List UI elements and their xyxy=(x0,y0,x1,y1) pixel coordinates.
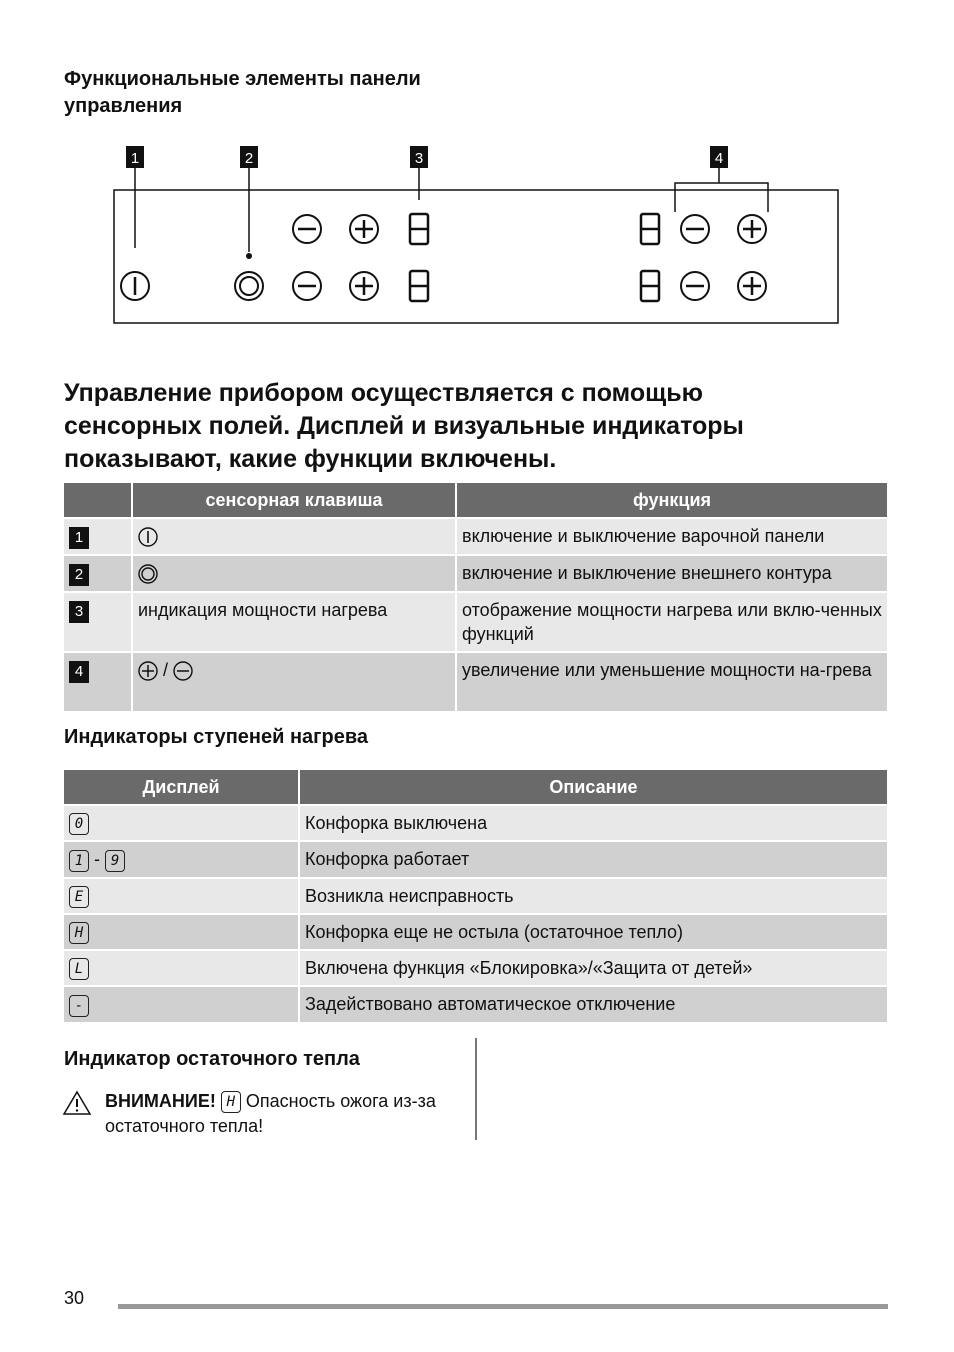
heat-indicators-table xyxy=(62,768,889,1024)
plus-icon xyxy=(350,215,378,243)
display-symbol: L xyxy=(69,958,89,980)
table-row xyxy=(64,593,887,651)
dual-circle-icon xyxy=(138,564,158,584)
table-row xyxy=(64,556,887,591)
svg-text:1: 1 xyxy=(130,150,140,167)
table-row xyxy=(64,879,887,913)
function-cell: увеличение или уменьшение мощности на-грева xyxy=(457,653,887,711)
display-symbol: H xyxy=(221,1091,241,1113)
section-title-controls: Функциональные элементы панели управления xyxy=(64,68,421,117)
plus-icon xyxy=(350,272,378,300)
table-row xyxy=(64,653,887,711)
row-number: 1 xyxy=(69,527,89,549)
plus-icon xyxy=(138,661,158,681)
table-row xyxy=(64,951,887,985)
row-number: 4 xyxy=(69,661,89,683)
function-cell: включение и выключение внешнего контура xyxy=(457,556,887,591)
table-row xyxy=(64,842,887,876)
display-symbol: 1 xyxy=(69,850,89,872)
svg-text:4: 4 xyxy=(714,150,724,167)
description-cell: Задействовано автоматическое отключение xyxy=(300,987,887,1021)
description-cell: Конфорка еще не остыла (остаточное тепло) xyxy=(300,915,887,949)
description-cell: Конфорка выключена xyxy=(300,806,887,840)
warning-label: ВНИМАНИЕ! xyxy=(105,1091,216,1111)
minus-icon xyxy=(173,661,193,681)
range-separator: - xyxy=(94,849,101,870)
display-symbol: 9 xyxy=(105,850,125,872)
column-divider xyxy=(475,1038,477,1140)
table-row xyxy=(64,915,887,949)
plus-icon xyxy=(738,215,766,243)
table-row xyxy=(64,519,887,554)
header-cell: сенсорная клавиша xyxy=(133,483,455,517)
svg-text:3: 3 xyxy=(414,150,424,167)
header-cell xyxy=(64,483,131,517)
display-digit-icon xyxy=(410,271,428,301)
power-key-icon xyxy=(121,272,149,300)
callout-1 xyxy=(126,146,144,248)
warning-message: Опасность ожога из-за остаточного тепла! xyxy=(105,1091,436,1136)
warning-triangle-icon xyxy=(62,1090,92,1116)
header-cell: Дисплей xyxy=(64,770,298,804)
table-row xyxy=(64,806,887,840)
header-cell: Описание xyxy=(300,770,887,804)
row-number: 2 xyxy=(69,564,89,586)
footer-rule xyxy=(118,1304,888,1309)
control-panel-diagram xyxy=(100,140,860,330)
minus-icon xyxy=(681,272,709,300)
header-cell: функция xyxy=(457,483,887,517)
intro-text: Управление прибором осуществляется с помощью сенсорных полей. Дисплей и визуальные индикаторы показывают, какие функции включены. xyxy=(64,379,744,473)
row-number: 3 xyxy=(69,601,89,623)
display-digit-icon xyxy=(641,214,659,244)
display-symbol: E xyxy=(69,886,89,908)
page-number: 30 xyxy=(64,1288,85,1308)
callout-3 xyxy=(410,146,428,200)
touch-keys-table xyxy=(62,481,889,713)
display-digit-icon xyxy=(410,214,428,244)
key-cell: индикация мощности нагрева xyxy=(133,593,455,651)
function-cell: включение и выключение варочной панели xyxy=(457,519,887,554)
section-title-residual-heat: Индикатор остаточного тепла xyxy=(64,1048,360,1070)
table-row xyxy=(64,987,887,1021)
warning-text xyxy=(105,1089,455,1139)
description-cell: Включена функция «Блокировка»/«Защита от детей» xyxy=(300,951,887,985)
power-icon xyxy=(138,527,158,547)
minus-icon xyxy=(293,272,321,300)
display-symbol: 0 xyxy=(69,813,89,835)
callout-2 xyxy=(240,146,258,259)
display-digit-icon xyxy=(641,271,659,301)
description-cell: Возникла неисправность xyxy=(300,879,887,913)
section-title-heat-indicators: Индикаторы ступеней нагрева xyxy=(64,726,369,748)
minus-icon xyxy=(293,215,321,243)
function-cell: отображение мощности нагрева или вклю-ченных функций xyxy=(457,593,887,651)
callout-4 xyxy=(675,146,768,212)
display-symbol: - xyxy=(69,995,89,1017)
minus-icon xyxy=(681,215,709,243)
description-cell: Конфорка работает xyxy=(300,842,887,876)
dual-circuit-key-icon xyxy=(235,272,263,300)
plus-icon xyxy=(738,272,766,300)
display-symbol: H xyxy=(69,922,89,944)
svg-text:2: 2 xyxy=(244,150,254,167)
separator: / xyxy=(163,660,169,680)
